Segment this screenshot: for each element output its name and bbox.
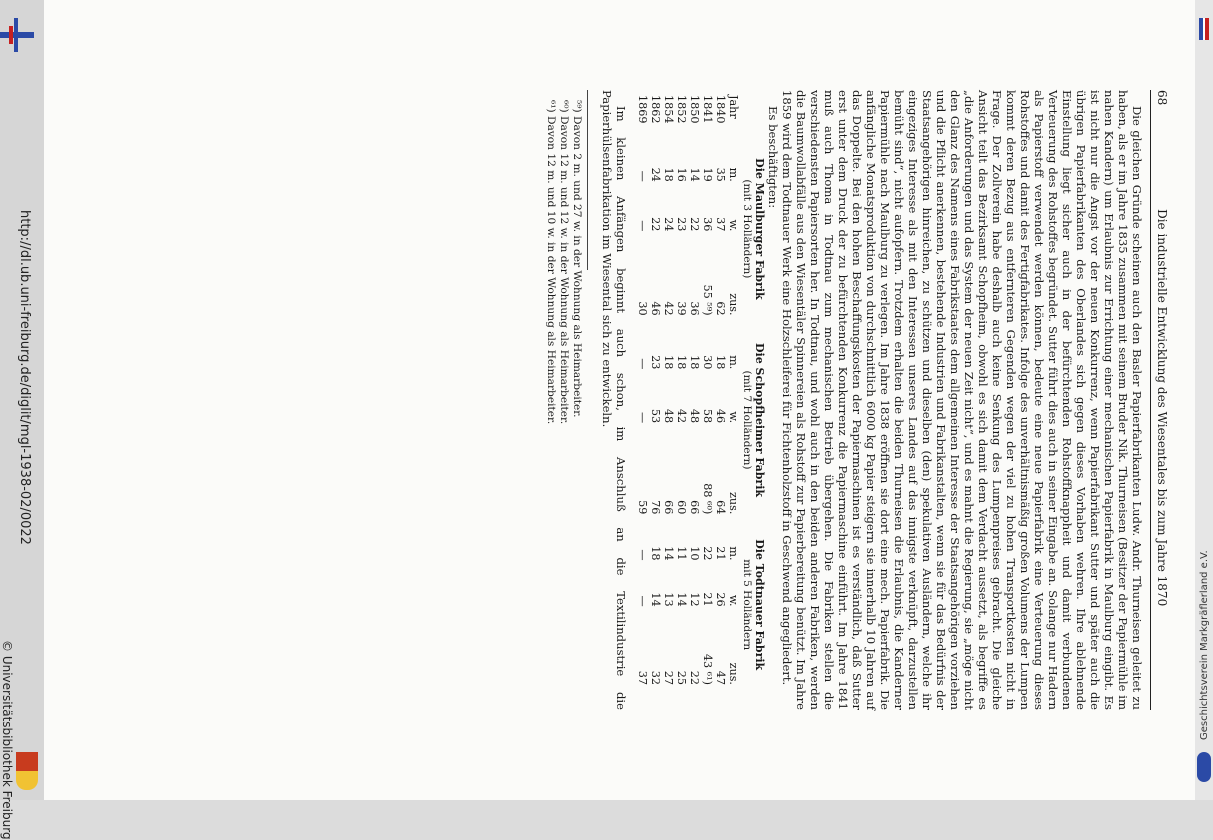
society-name: Geschichtsverein Markgräflerland e.V. <box>1199 550 1210 740</box>
count-cell: 53 <box>649 408 662 424</box>
copyright-note: © Universitätsbibliothek Freiburg <box>0 640 14 840</box>
count-cell: 25 <box>675 670 688 685</box>
table-row <box>649 90 662 690</box>
table-intro: Es beschäftigten: <box>766 106 780 209</box>
table-row <box>701 90 714 690</box>
count-cell: 48 <box>688 408 701 424</box>
flag-mark-icon <box>1199 18 1209 40</box>
count-cell: 22 <box>688 217 701 232</box>
count-cell: 18 <box>688 355 701 370</box>
count-cell: 58 <box>701 408 714 424</box>
source-url[interactable]: http://dl.ub.uni-freiburg.de/diglit/mgl-1938-02/0022 <box>17 210 32 545</box>
count-cell: 39 <box>675 301 688 316</box>
year-cell: 1840 <box>714 95 727 124</box>
closing-paragraph: Im kleinen Anfängen beginnt auch schon, im Anschluß an die Textilindustrie die Papierhülsenfabrikation im Wiesental sich zu entwickeln. <box>600 90 628 710</box>
count-cell: 35 <box>714 167 727 182</box>
count-cell: — <box>636 411 649 424</box>
count-cell: 88 ⁶⁰) <box>701 483 714 515</box>
table-row <box>636 90 649 690</box>
count-cell: 36 <box>701 217 714 232</box>
count-cell: 60 <box>675 500 688 515</box>
count-cell: 30 <box>701 355 714 370</box>
count-cell: 66 <box>688 500 701 515</box>
count-cell: 26 <box>714 592 727 607</box>
footnote: ⁶¹) Davon 12 m. und 10 w. in der Wohnung als Heimarbeiter. <box>545 100 558 425</box>
count-cell: 18 <box>662 355 675 370</box>
year-cell: 1841 <box>701 95 714 124</box>
employment-table <box>636 90 766 690</box>
count-cell: 46 <box>714 408 727 424</box>
count-cell: 66 <box>662 500 675 515</box>
body-paragraph: Die gleichen Gründe scheinen auch den Basler Papierfabrikanten Ludw. Andr. Thurneisen geleitet zu haben, als er im Jahre 1835 zusammen mit seinem Bruder Nik. Thurneisen (Besitzer der Papiermühle im nahen Kandern) um Erlaubnis zur Errichtung einer mechanischen Papierfabrik in Maulburg eingibt. Es ist nicht nur die Angst vor der neuen Konkurrenz, wenn Papierfabrikant Sutter und später auch die übrigen Papierfabrikanten des Oberlandes sich gegen dieses Vorhaben wehren. Ihre ablehnende Einstellung liegt sicher auch in der befürchtenden Rohstoffknappheit und damit verbundenen Verteuerung des Rohstoffes begründet. Sutter führt dies auch in seiner Eingabe an. Solange nur Hadern als Papierstoff verwendet werden können, bedeute eine neue Papierfabrik eine Verteuerung dieses Rohstoffes und damit des Fertigfabrikates. Infolge des unverhältnismäßig großen Volumens der Lumpen kommt deren Bezug aus entfernteren Gegenden wegen der viel zu hohen Transportkosten nicht in Frage. Der Zollverein habe deshalb auch keine Senkung des Lumpenpreises gebracht. Die gleiche Ansicht teilt das Bezirksamt Schopfheim, obwohl es sich damit dem Verdacht aussetzt, als begriffe es „die Anforderungen und das System der neuen Zeit nicht“, und es mahnt die Regierung, sie „möge nicht den Glanz des Namens eines Fabrikstaates dem allgemeinen Interesse der Staatsangehörigen vorziehen und die Pflicht anerkennen, bestehende Industrien und Fabrikanstalten, wenn sie für das Bedürfnis der Staatsangehörigen hinreichen, zu schützen und dieselben (den) spekulativen Ausländern, welche ihr eingeziges Interesse als mit den Interessen unseres Landes auf das innigste verknüpft, darzustellen bemüht sind“, nicht aufopfern. Trotzdem erhalten die beiden Thurneisen die Erlaubnis, die Kanderner Papiermühle nach Maulburg zu verlegen. Im Jahre 1838 eröffnen sie dort eine mech. Papierfabrik. Die anfängliche Monatsproduktion von durchschnittlich 6000 kg Papier steigern sie innerhalb 10 Jahren auf das Doppelte. Bei den hohen Beschaffungskosten der Papiermaschinen ist es verständlich, daß Sutter erst unter dem Druck der zu befürchtenden Konkurrenz die Papiermaschine einführt. Im Jahre 1841 muß auch Thoma in Todtnau zum mechanischen Betrieb übergehen. Die Fabriken stellen die verschiedensten Papiersorten her. In Todtnau, und wohl auch in den beiden anderen Fabriken, werden die Baumwollabfälle aus den Wiesentäler Spinnereien als Rohstoff zur Papierbereitung benützt. Im Jahre 1859 wird dem Todtnauer Werk eine Holzschleiferei für Fichtenholzstoff in Geschwend angegliedert. <box>780 90 1144 710</box>
count-cell: 23 <box>649 355 662 370</box>
table-row <box>688 90 701 690</box>
count-cell: 18 <box>662 167 675 182</box>
count-cell: 76 <box>649 500 662 515</box>
count-cell: 14 <box>688 167 701 182</box>
year-cell: 1850 <box>688 95 701 124</box>
count-cell: 55 ⁵⁹) <box>701 284 714 316</box>
count-cell: 37 <box>714 217 727 232</box>
header-rule <box>1150 90 1151 710</box>
count-cell: 19 <box>701 167 714 182</box>
count-cell: — <box>636 170 649 182</box>
society-seal-icon <box>1197 752 1211 782</box>
count-cell: 14 <box>662 546 675 561</box>
year-cell: 1852 <box>675 95 688 124</box>
count-cell: 13 <box>662 592 675 607</box>
rotated-page-content <box>529 90 1169 710</box>
count-cell: 22 <box>649 217 662 232</box>
table-row <box>662 90 675 690</box>
year-cell: 1862 <box>649 95 662 124</box>
count-cell: 42 <box>662 301 675 316</box>
viewer-left-sidebar <box>0 0 44 840</box>
count-cell: 12 <box>688 592 701 607</box>
count-cell: 11 <box>675 546 688 561</box>
count-cell: 18 <box>675 355 688 370</box>
table-subheader-row: Jahr m. w. zus. m. w. zus. m. w. zus. <box>727 95 740 685</box>
count-cell: 48 <box>662 408 675 424</box>
table-row <box>714 90 727 690</box>
viewer-right-edge <box>1195 0 1213 800</box>
group-header-maulburg: Die Maulburger Fabrik (mit 3 Holländern) <box>741 158 766 300</box>
count-cell: 22 <box>701 546 714 561</box>
count-cell: — <box>636 595 649 607</box>
count-cell: 21 <box>714 546 727 561</box>
count-cell: 47 <box>714 670 727 685</box>
count-cell: 46 <box>649 301 662 316</box>
footnote-rule <box>587 90 588 270</box>
library-logo-icon <box>0 18 34 52</box>
count-cell: 43 ⁶¹) <box>701 653 714 685</box>
year-cell: 1854 <box>662 95 675 124</box>
footnote: ⁶⁰) Davon 12 m. und 12 w. in der Wohnung als Heimarbeiter. <box>558 100 571 425</box>
count-cell: 22 <box>688 670 701 685</box>
count-cell: — <box>636 358 649 370</box>
count-cell: 32 <box>649 670 662 685</box>
year-cell: 1869 <box>636 95 649 124</box>
count-cell: — <box>636 220 649 232</box>
count-cell: 24 <box>649 167 662 182</box>
count-cell: 10 <box>688 546 701 561</box>
count-cell: 59 <box>636 500 649 515</box>
count-cell: 14 <box>649 592 662 607</box>
count-cell: 18 <box>649 546 662 561</box>
scanned-page <box>44 0 1195 800</box>
page-number: 68 <box>1155 90 1169 106</box>
count-cell: 21 <box>701 592 714 607</box>
count-cell: 30 <box>636 301 649 316</box>
count-cell: 23 <box>675 217 688 232</box>
count-cell: 36 <box>688 301 701 316</box>
count-cell: 64 <box>714 500 727 515</box>
count-cell: 27 <box>662 670 675 685</box>
group-header-todtnau: Die Todtnauer Fabrik mit 5 Holländern <box>741 539 766 671</box>
count-cell: 14 <box>675 592 688 607</box>
count-cell: 24 <box>662 217 675 232</box>
group-header-schopfheim: Die Schopfheimer Fabrik (mit 7 Holländern) <box>741 342 766 497</box>
footnote: ⁵⁹) Davon 2 m. und 27 w. in der Wohnung als Heimarbeiter. <box>571 100 584 418</box>
count-cell: 16 <box>675 167 688 182</box>
running-title: Die industrielle Entwicklung des Wiesentales bis zum Jahre 1870 <box>1155 209 1169 607</box>
count-cell: 62 <box>714 301 727 316</box>
coat-of-arms-icon <box>16 752 38 790</box>
table-row <box>675 90 688 690</box>
count-cell: 18 <box>714 355 727 370</box>
count-cell: — <box>636 549 649 561</box>
count-cell: 37 <box>636 670 649 685</box>
count-cell: 42 <box>675 408 688 424</box>
page-header <box>1155 90 1169 710</box>
